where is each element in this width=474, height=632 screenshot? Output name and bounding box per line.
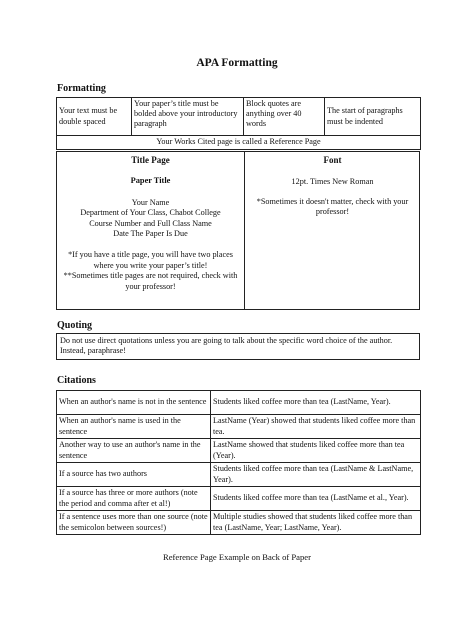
title-page-notes	[57, 250, 244, 292]
formatting-cell-double-spaced: Your text must be double spaced	[57, 98, 132, 136]
page-title: APA Formatting	[196, 57, 278, 69]
title-page-font-box	[56, 151, 420, 310]
formatting-row	[57, 98, 421, 136]
citation-example: Students liked coffee more than tea (LastName, Year).	[211, 391, 421, 415]
title-page-line: Your Name	[131, 197, 170, 207]
font-column	[245, 152, 420, 218]
font-note	[245, 197, 420, 218]
table-row	[57, 511, 421, 535]
works-cited-row	[57, 136, 421, 150]
citation-rule: If a source has two authors	[57, 463, 211, 487]
formatting-table	[56, 97, 421, 150]
quoting-heading: Quoting	[57, 320, 93, 331]
title-page-note: *If you have a title page, you will have two places	[68, 250, 233, 260]
title-page-note: **Sometimes title pages are not required, check with	[63, 271, 238, 281]
title-page-line: Date The Paper Is Due	[113, 229, 188, 239]
paper-title-label: Paper Title	[130, 176, 171, 186]
font-note-line: *Sometimes it doesn't matter, check with your	[256, 196, 409, 206]
citations-table	[56, 390, 421, 535]
title-page-line: Department of Your Class, Chabot College	[80, 208, 221, 218]
table-row	[57, 487, 421, 511]
formatting-cell-title-bold: Your paper’s title must be bolded above your introductory paragraph	[132, 98, 244, 136]
citation-rule: When an author's name is not in the sentence	[57, 391, 211, 415]
citation-example: Students liked coffee more than tea (LastName & LastName, Year).	[211, 463, 421, 487]
title-page-line: Course Number and Full Class Name	[89, 218, 212, 228]
citation-example: LastName (Year) showed that students liked coffee more than tea.	[211, 415, 421, 439]
citation-example: LastName showed that students liked coffee more than tea (Year).	[211, 439, 421, 463]
citations-heading: Citations	[57, 375, 96, 386]
font-heading: Font	[323, 155, 342, 165]
title-page-note: where you write your paper’s title!	[93, 260, 208, 270]
citation-rule: When an author's name is used in the sentence	[57, 415, 211, 439]
table-row	[57, 391, 421, 415]
formatting-heading: Formatting	[57, 83, 106, 94]
title-page-lines	[57, 198, 244, 240]
font-note-line: professor!	[315, 207, 350, 217]
title-page-heading: Title Page	[131, 155, 170, 165]
formatting-cell-indent: The start of paragraphs must be indented	[325, 98, 421, 136]
quoting-text: Do not use direct quotations unless you are going to talk about the specific word choice of the author. Instead, paraphrase!	[56, 333, 420, 360]
title-page-note: your professor!	[125, 281, 176, 291]
citation-example: Students liked coffee more than tea (LastName et al., Year).	[211, 487, 421, 511]
table-row	[57, 415, 421, 439]
citation-rule: If a source has three or more authors (note the period and comma after et al!)	[57, 487, 211, 511]
formatting-cell-block-quotes: Block quotes are anything over 40 words	[244, 98, 325, 136]
footer-note: Reference Page Example on Back of Paper	[163, 552, 311, 562]
font-size-text: 12pt. Times New Roman	[291, 177, 374, 187]
table-row	[57, 439, 421, 463]
citation-example: Multiple studies showed that students liked coffee more than tea (LastName, Year; LastName, Year).	[211, 511, 421, 535]
title-page-column	[57, 152, 244, 292]
citation-rule: If a sentence uses more than one source (note the semicolon between sources!)	[57, 511, 211, 535]
works-cited-cell: Your Works Cited page is called a Reference Page	[57, 136, 421, 150]
table-row	[57, 463, 421, 487]
citation-rule: Another way to use an author's name in the sentence	[57, 439, 211, 463]
